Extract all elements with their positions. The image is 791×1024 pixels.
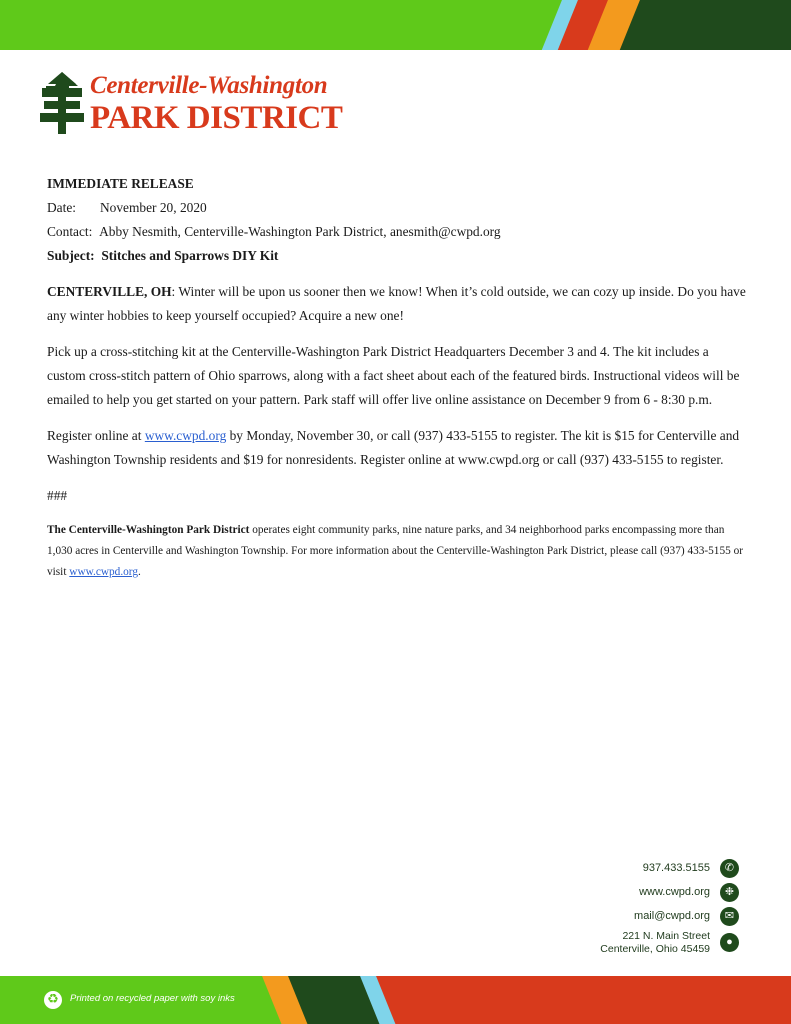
recycle-icon: ♻ [44,991,62,1009]
logo-line-2: PARK DISTRICT [90,100,343,136]
globe-icon: ❉ [720,883,739,902]
paragraph-about: The Centerville-Washington Park District operates eight community parks, nine nature parks, and 34 neighborhood parks encompassing more than 1,030 acres in Centerville and Washington Township. For more information about the Centerville-Washington Park District, please call (937) 433-5155 or visit www.cwpd.org. [47,524,743,578]
about-cwpd-link[interactable]: www.cwpd.org [69,566,139,578]
address-line-2: Centerville, Ohio 45459 [600,943,710,955]
contact-phone: 937.433.5155 [642,862,710,874]
cwpd-link[interactable]: www.cwpd.org [144,428,227,443]
contact-web: www.cwpd.org [639,886,710,898]
contact-email-row [634,906,739,926]
press-release-body [47,172,747,583]
date-line [47,196,747,220]
release-heading: IMMEDIATE RELEASE [47,176,194,191]
bottom-stripe-red [372,976,791,1024]
printed-note: Printed on recycled paper with soy inks [70,993,235,1004]
contact-label: Contact: [47,224,93,239]
end-mark: ### [47,488,68,503]
address-line-1: 221 N. Main Street [622,930,710,942]
subject-label: Subject: [47,248,95,263]
contact-line [47,220,747,244]
contact-value: Abby Nesmith, Centerville-Washington Park District, anesmith@cwpd.org [99,224,501,239]
map-pin-icon: ● [720,933,739,952]
subject-value: Stitches and Sparrows DIY Kit [101,248,279,263]
contact-web-row [639,882,739,902]
paragraph-intro: CENTERVILLE, OH: Winter will be upon us sooner then we know! When it’s cold outside, we can cozy up inside. Do you have any winter hobbies to keep yourself occupied? Acquire a new one! [47,284,746,323]
paragraph-registration: Register online at www.cwpd.org by Monday, November 30, or call (937) 433-5155 to register. The kit is $15 for Centerville and Washington Township residents and $19 for nonresidents. Register online at www.cwpd.org or call (937) 433-5155 to register. [47,428,740,467]
contact-address [600,930,710,956]
subject-line [47,244,747,268]
date-label: Date: [47,200,76,215]
bottom-banner [0,976,791,1024]
date-value: November 20, 2020 [100,200,207,215]
paragraph-kit-details: Pick up a cross-stitching kit at the Centerville-Washington Park District Headquarters December 3 and 4. The kit includes a custom cross-stitch pattern of Ohio sparrows, along with a fact sheet about each of the featured birds. Instructional videos will be emailed to help you get started on your pattern. Park staff will offer live online assistance on December 9 from 6 - 8:30 p.m. [47,344,740,407]
phone-icon: ✆ [720,859,739,878]
top-banner [0,0,791,50]
contact-email: mail@cwpd.org [634,910,710,922]
envelope-icon: ✉ [720,907,739,926]
park-district-logo [40,70,380,140]
logo-line-1: Centerville-Washington [90,72,328,99]
contact-address-icon-row [720,932,739,952]
pine-tree-icon [40,72,84,134]
contact-phone-row [643,858,739,878]
dateline: CENTERVILLE, OH [47,284,172,299]
top-stripe-dark-green [616,0,791,50]
